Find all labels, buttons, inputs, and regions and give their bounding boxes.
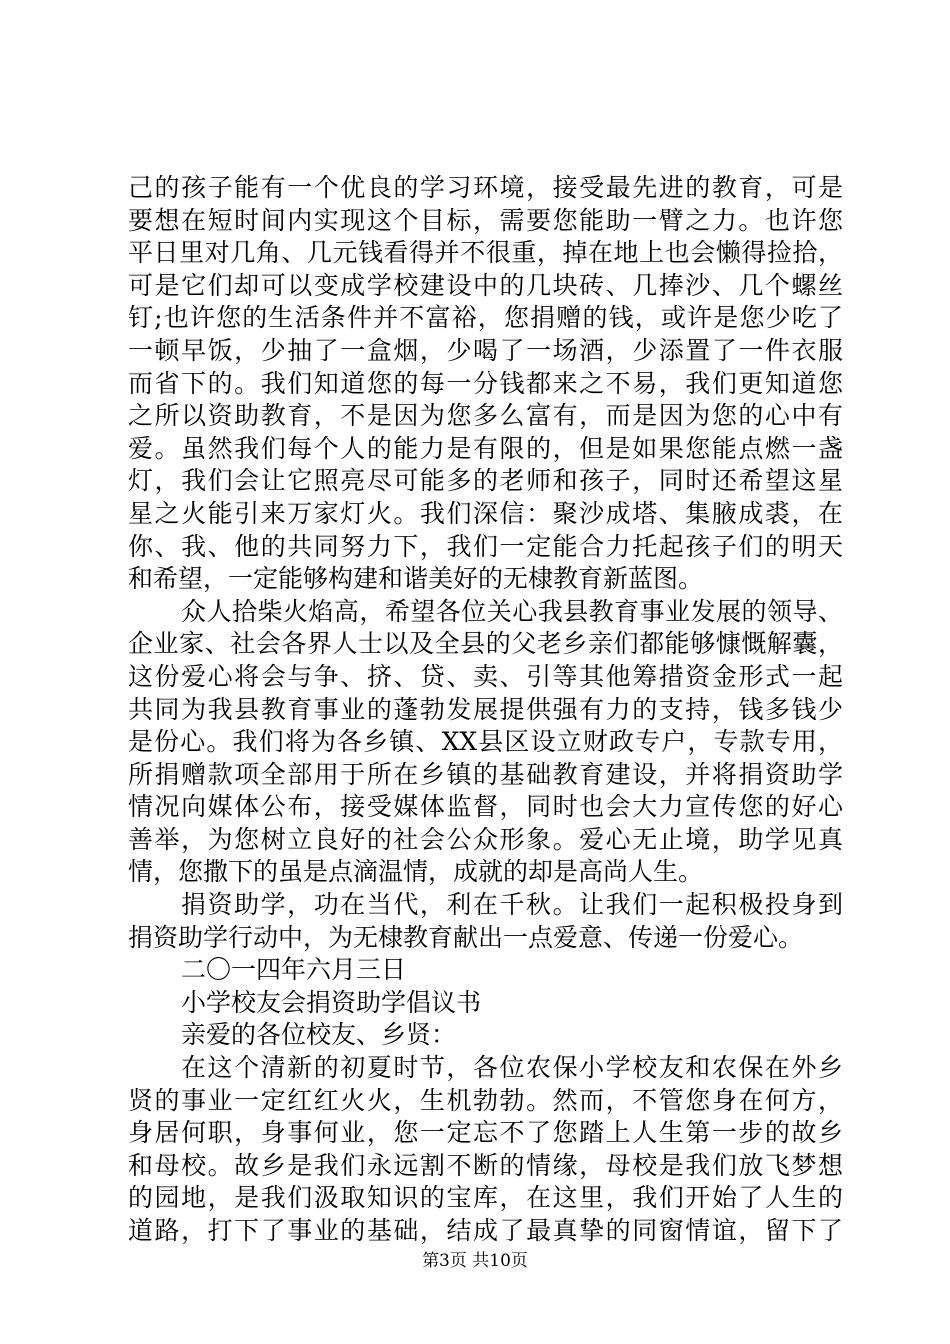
text-line: 之所以资助教育，不是因为您多么富有，而是因为您的心中有 bbox=[128, 401, 843, 431]
text-line: 己的孩子能有一个优良的学习环境，接受最先进的教育，可是 bbox=[128, 173, 843, 202]
text-line: 善举，为您树立良好的社会公众形象。爱心无止境，助学见真 bbox=[128, 824, 843, 854]
text-line: 情，您撒下的虽是点滴温情，成就的却是高尚人生。 bbox=[128, 857, 704, 887]
text-line: 平日里对几角、几元钱看得并不很重，掉在地上也会懒得捡拾， bbox=[128, 238, 843, 268]
text-line: 亲爱的各位校友、乡贤： bbox=[181, 1020, 457, 1050]
text-line: 道路，打下了事业的基础，结成了最真挚的同窗情谊，留下了 bbox=[128, 1216, 843, 1245]
text-line: 要想在短时间内实现这个目标，需要您能助一臂之力。也许您 bbox=[128, 205, 843, 235]
text-line: 二〇一四年六月三日 bbox=[181, 955, 407, 985]
text-line: 贤的事业一定红红火火，生机勃勃。然而，不管您身在何方， bbox=[128, 1085, 843, 1115]
text-line: 星之火能引来万家灯火。我们深信：聚沙成塔、集腋成裘，在 bbox=[128, 498, 843, 528]
text-line: 你、我、他的共同努力下，我们一定能合力托起孩子们的明天 bbox=[128, 531, 843, 561]
text-line: 灯，我们会让它照亮尽可能多的老师和孩子，同时还希望这星 bbox=[128, 466, 843, 496]
text-line: 身居何职，身事何业，您一定忘不了您踏上人生第一步的故乡 bbox=[128, 1118, 843, 1148]
text-line: 的园地，是我们汲取知识的宝库，在这里，我们开始了人生的 bbox=[128, 1183, 843, 1213]
text-line: 可是它们却可以变成学校建设中的几块砖、几捧沙、几个螺丝 bbox=[128, 270, 843, 300]
text-line: 和希望，一定能够构建和谐美好的无棣教育新蓝图。 bbox=[128, 564, 704, 594]
document-body bbox=[128, 172, 843, 1248]
text-line: 爱。虽然我们每个人的能力是有限的，但是如果您能点燃一盏 bbox=[128, 433, 843, 463]
text-line: 这份爱心将会与争、挤、贷、卖、引等其他筹措资金形式一起 bbox=[128, 661, 843, 691]
text-line: 众人拾柴火焰高，希望各位关心我县教育事业发展的领导、 bbox=[181, 596, 843, 626]
text-line: 在这个清新的初夏时节，各位农保小学校友和农保在外乡 bbox=[181, 1053, 843, 1083]
text-line: 企业家、社会各界人士以及全县的父老乡亲们都能够慷慨解囊， bbox=[128, 629, 843, 659]
text-line: 小学校友会捐资助学倡议书 bbox=[181, 987, 482, 1017]
page-footer: 第3页 共10页 bbox=[422, 1251, 528, 1271]
text-line: 而省下的。我们知道您的每一分钱都来之不易，我们更知道您 bbox=[128, 368, 843, 398]
text-line: 所捐赠款项全部用于所在乡镇的基础教育建设，并将捐资助学 bbox=[128, 759, 843, 789]
text-line: 捐资助学行动中，为无棣教育献出一点爱意、传递一份爱心。 bbox=[128, 922, 804, 952]
text-line: 一顿早饭，少抽了一盒烟，少喝了一场酒，少添置了一件衣服 bbox=[128, 335, 843, 365]
text-line: 是份心。我们将为各乡镇、XX县区设立财政专户，专款专用， bbox=[128, 727, 843, 757]
text-line: 捐资助学，功在当代，利在千秋。让我们一起积极投身到 bbox=[181, 890, 843, 920]
text-line: 钉;也许您的生活条件并不富裕，您捐赠的钱，或许是您少吃了 bbox=[128, 303, 843, 333]
text-line: 和母校。故乡是我们永远割不断的情缘，母校是我们放飞梦想 bbox=[128, 1150, 843, 1180]
text-line: 共同为我县教育事业的蓬勃发展提供强有力的支持，钱多钱少 bbox=[128, 694, 843, 724]
text-line: 情况向媒体公布，接受媒体监督，同时也会大力宣传您的好心 bbox=[128, 792, 843, 822]
